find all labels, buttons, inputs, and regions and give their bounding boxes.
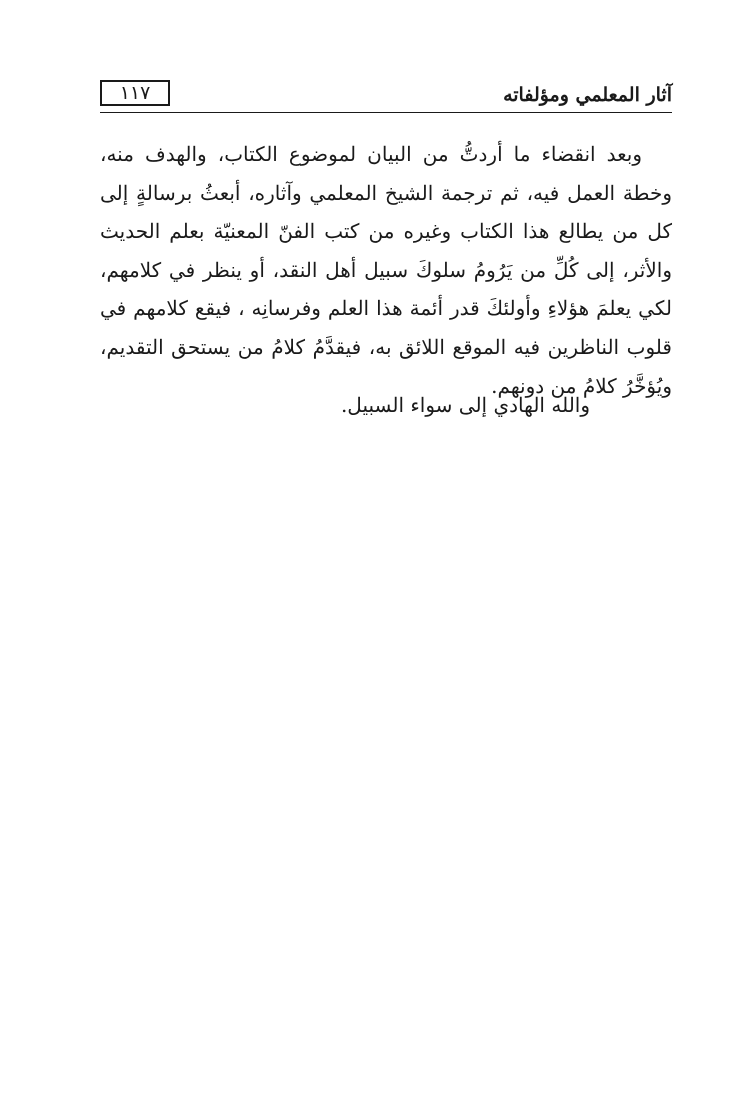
page-number: ١١٧	[100, 80, 170, 106]
body-paragraph: وبعد انقضاء ما أردتُّ من البيان لموضوع الكتاب، والهدف منه، وخطة العمل فيه، ثم ترجمة الشيخ المعلمي وآثاره، أبعثُ برسالةٍ إلى كل من يطالع هذا الكتاب وغيره من كتب الفنّ المعنيّة بعلم الحديث والأثر، إلى كُلِّ من يَرُومُ سلوكَ سبيل أهل النقد، أو ينظر في كلامهم، لكي يعلمَ هؤلاءِ وأولئكَ قدر أئمة هذا العلم وفرسانِه ، فيقع كلامهم في قلوب الناظرين فيه الموقع اللائق به، فيقدَّمُ كلامُ من يستحق التقديم، ويُؤخَّرُ كلامُ من دونهم.	[100, 142, 672, 398]
main-text	[100, 135, 672, 405]
closing-line: والله الهادي إلى سواء السبيل.	[340, 393, 590, 417]
header-rule	[100, 112, 672, 113]
running-title: آثار المعلمي ومؤلفاته	[503, 84, 672, 106]
